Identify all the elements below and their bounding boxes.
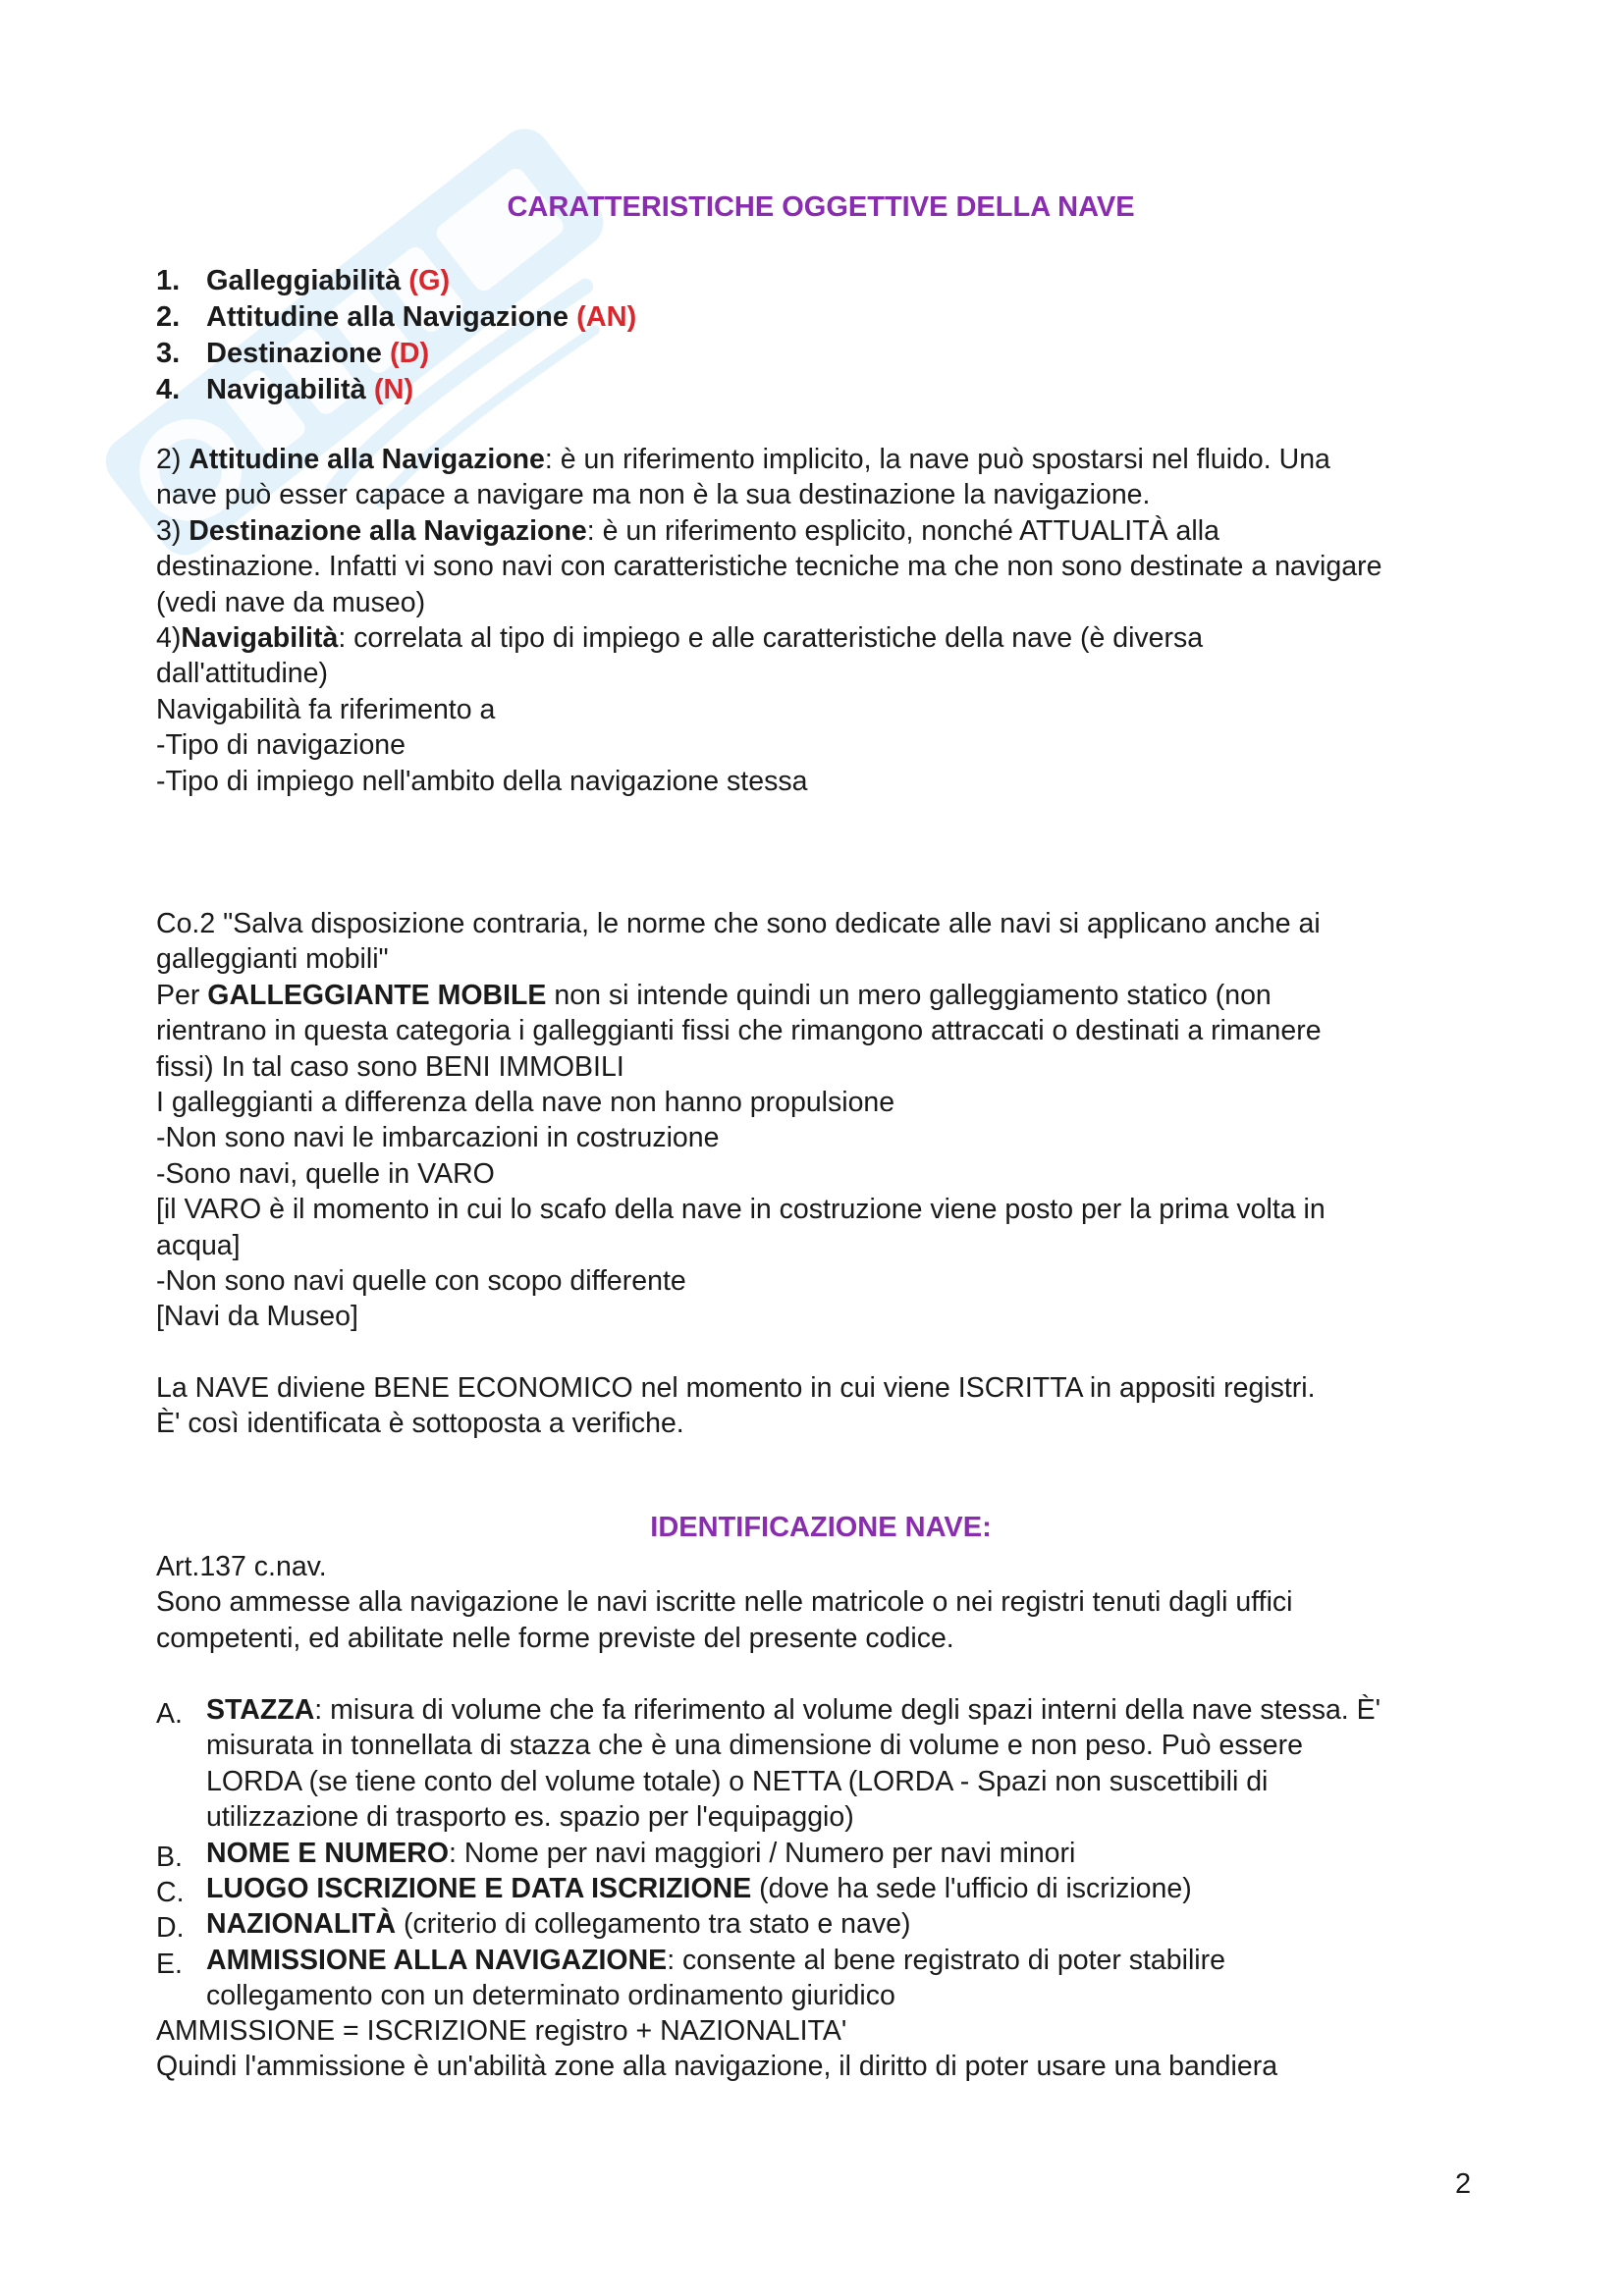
- section-title-identificazione: IDENTIFICAZIONE NAVE:: [650, 1512, 992, 1543]
- list-item: [156, 372, 636, 408]
- bold-term: Attitudine alla Navigazione: [189, 444, 545, 475]
- text-line: destinazione. Infatti vi sono navi con caratteristiche tecniche ma che non sono destinate a navigare: [156, 551, 1382, 583]
- list-item: [156, 1836, 1380, 1871]
- text-line: -Tipo di navigazione: [156, 729, 406, 762]
- text-line: [Navi da Museo]: [156, 1301, 358, 1333]
- text-line: LORDA (se tiene conto del volume totale) o NETTA (LORDA - Spazi non suscettibili di: [206, 1765, 1269, 1797]
- list-item: [156, 336, 636, 372]
- text-line: Sono ammesse alla navigazione le navi iscritte nelle matricole o nei registri tenuti dagli uffici: [156, 1586, 1293, 1619]
- text-line: nave può esser capace a navigare ma non è la sua destinazione la navigazione.: [156, 479, 1151, 511]
- text-span: Per: [156, 979, 208, 1011]
- text-line: AMMISSIONE = ISCRIZIONE registro + NAZIONALITA': [156, 2015, 847, 2047]
- list-marker: A.: [156, 1698, 183, 1730]
- text-line: [206, 1871, 1380, 1906]
- page-number: 2: [1455, 2168, 1472, 2200]
- text-line: La NAVE diviene BENE ECONOMICO nel momento in cui viene ISCRITTA in appositi registri.: [156, 1372, 1316, 1404]
- text-span: : consente al bene registrato di poter stabilire: [667, 1944, 1225, 1976]
- list-item: [156, 299, 636, 336]
- text-span: 4): [156, 622, 182, 655]
- text-span: : misura di volume che fa riferimento al volume degli spazi interni della nave stessa. È': [314, 1694, 1381, 1726]
- list-number: 3.: [156, 338, 181, 369]
- bold-term: Destinazione alla Navigazione: [189, 514, 587, 547]
- list-item: [156, 263, 636, 299]
- list-item: [156, 1871, 1380, 1909]
- list-abbreviation: (N): [373, 374, 414, 405]
- section-title-caratteristiche: CARATTERISTICHE OGGETTIVE DELLA NAVE: [507, 191, 1135, 223]
- text-line: Art.137 c.nav.: [156, 1551, 327, 1582]
- text-line: [206, 1836, 1380, 1871]
- text-line: [206, 1906, 1380, 1942]
- bold-term: NOME E NUMERO: [206, 1837, 450, 1869]
- list-number: 2.: [156, 301, 181, 333]
- text-line: [206, 1943, 1380, 1978]
- text-line: -Non sono navi quelle con scopo differente: [156, 1265, 686, 1298]
- list-number: 4.: [156, 374, 181, 405]
- text-line: -Non sono navi le imbarcazioni in costruzione: [156, 1122, 720, 1154]
- list-marker: C.: [156, 1877, 185, 1909]
- bold-term: NAZIONALITÀ: [206, 1908, 397, 1941]
- list-label: Destinazione: [206, 338, 382, 369]
- text-line: collegamento con un determinato ordinamento giuridico: [206, 1980, 895, 2012]
- text-span: non si intende quindi un mero galleggiamento statico (non: [546, 979, 1272, 1011]
- list-marker: E.: [156, 1948, 183, 1980]
- bold-term: Navigabilità: [181, 622, 339, 655]
- text-line: Co.2 "Salva disposizione contraria, le norme che sono dedicate alle navi si applicano anche ai: [156, 908, 1321, 939]
- text-line: (vedi nave da museo): [156, 586, 426, 618]
- list-label: Galleggiabilità: [206, 265, 402, 296]
- list-abbreviation: (D): [389, 338, 430, 369]
- text-line: -Sono navi, quelle in VARO: [156, 1157, 495, 1190]
- bold-term: STAZZA: [206, 1694, 315, 1726]
- list-label: Attitudine alla Navigazione: [206, 301, 568, 333]
- list-abbreviation: (AN): [576, 301, 637, 333]
- paragraph-galleggianti: [156, 906, 1472, 1335]
- paragraph-art-137: [156, 1549, 1472, 1656]
- bold-term: LUOGO ISCRIZIONE E DATA ISCRIZIONE: [206, 1873, 752, 1905]
- text-line: dall'attitudine): [156, 658, 328, 690]
- text-line: -Tipo di impiego nell'ambito della navigazione stessa: [156, 765, 808, 797]
- paragraph-definitions: [156, 442, 1472, 799]
- text-line: I galleggianti a differenza della nave non hanno propulsione: [156, 1087, 895, 1119]
- text-line: rientrano in questa categoria i galleggianti fissi che rimangono attraccati o destinati a rimanere: [156, 1015, 1322, 1047]
- list-marker: B.: [156, 1841, 183, 1873]
- text-line: [il VARO è il momento in cui lo scafo della nave in costruzione viene posto per la prima volta in: [156, 1194, 1326, 1226]
- text-line: acqua]: [156, 1229, 241, 1261]
- text-line: [156, 620, 1472, 656]
- text-span: : Nome per navi maggiori / Numero per navi minori: [449, 1837, 1076, 1869]
- text-line: misurata in tonnellata di stazza che è una dimensione di volume e non peso. Può essere: [206, 1730, 1303, 1762]
- text-span: 3): [156, 514, 189, 547]
- list-abbreviation: (G): [408, 265, 451, 296]
- list-label: Navigabilità: [206, 374, 366, 405]
- lettered-list-identificazione: [156, 1692, 1380, 2014]
- text-span: (dove ha sede l'ufficio di iscrizione): [751, 1873, 1192, 1905]
- paragraph-ammissione: [156, 2013, 1472, 2085]
- bold-term: GALLEGGIANTE MOBILE: [207, 979, 547, 1011]
- numbered-list-caratteristiche: [156, 263, 636, 408]
- text-line: [156, 513, 1472, 549]
- text-span: (criterio di collegamento tra stato e nave): [396, 1908, 911, 1941]
- list-item: [156, 1943, 1380, 2014]
- text-line: Quindi l'ammissione è un'abilità zone alla navigazione, il diritto di poter usare una bandiera: [156, 2051, 1278, 2083]
- text-line: Navigabilità fa riferimento a: [156, 693, 496, 725]
- list-number: 1.: [156, 265, 181, 296]
- text-span: : è un riferimento implicito, la nave può spostarsi nel fluido. Una: [544, 444, 1330, 475]
- bold-term: AMMISSIONE ALLA NAVIGAZIONE: [206, 1944, 668, 1976]
- text-line: competenti, ed abilitate nelle forme previste del presente codice.: [156, 1622, 954, 1654]
- text-line: fissi) In tal caso sono BENI IMMOBILI: [156, 1050, 624, 1083]
- text-line: galleggianti mobili": [156, 943, 389, 976]
- text-span: : è un riferimento esplicito, nonché ATTUALITÀ alla: [586, 514, 1219, 547]
- list-item: [156, 1692, 1380, 1836]
- text-span: 2): [156, 444, 189, 475]
- text-line: [156, 978, 1472, 1013]
- list-item: [156, 1906, 1380, 1945]
- text-line: [206, 1692, 1380, 1728]
- text-line: [156, 442, 1472, 477]
- text-span: : correlata al tipo di impiego e alle caratteristiche della nave (è diversa: [338, 622, 1204, 655]
- list-marker: D.: [156, 1912, 185, 1945]
- paragraph-bene-economico: [156, 1370, 1472, 1442]
- text-line: utilizzazione di trasporto es. spazio per l'equipaggio): [206, 1801, 854, 1834]
- text-line: È' così identificata è sottoposta a verifiche.: [156, 1408, 684, 1440]
